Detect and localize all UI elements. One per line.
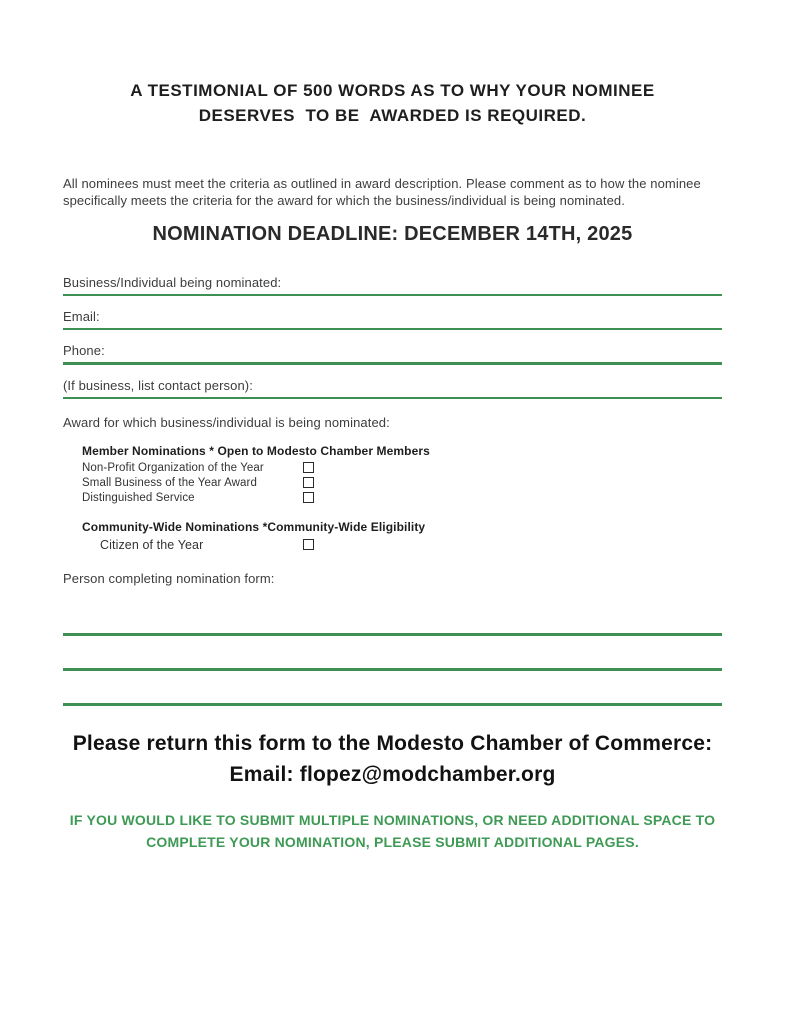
additional-pages-notice-line2: COMPLETE YOUR NOMINATION, PLEASE SUBMIT ADDITIONAL PAGES. (146, 834, 639, 850)
additional-pages-notice (63, 809, 722, 853)
field-phone (63, 343, 722, 365)
return-instructions-line1: Please return this form to the Modesto Chamber of Commerce: (72, 732, 713, 755)
option-citizen-of-the-year-label: Citizen of the Year (100, 537, 204, 552)
return-email-line: Email: flopez@modchamber.org (229, 763, 556, 786)
testimonial-heading-line2: DESERVES TO BE AWARDED IS REQUIRED. (198, 106, 587, 125)
option-citizen-of-the-year (82, 536, 722, 553)
member-nominations-heading: Member Nominations * Open to Modesto Chamber Members (82, 444, 430, 458)
field-email (63, 309, 722, 330)
person-write-line-3[interactable] (63, 703, 722, 706)
field-email-label: Email: (63, 309, 100, 324)
member-nominations-group (63, 444, 722, 505)
field-business-individual (63, 275, 722, 296)
option-small-business (82, 475, 722, 490)
person-write-line-1[interactable] (63, 633, 722, 636)
deadline-heading: NOMINATION DEADLINE: DECEMBER 14TH, 2025 (152, 223, 633, 245)
community-wide-heading: Community-Wide Nominations *Community-Wide Eligibility (82, 520, 426, 534)
return-instructions-heading (63, 728, 722, 790)
option-distinguished-service (82, 490, 722, 505)
field-phone-input-line[interactable] (63, 362, 722, 365)
field-email-input-line[interactable] (63, 328, 722, 330)
checkbox-non-profit-organization[interactable] (303, 462, 314, 473)
person-completing-label: Person completing nomination form: (63, 571, 275, 586)
option-small-business-label: Small Business of the Year Award (82, 476, 257, 489)
field-contact-person (63, 378, 722, 399)
field-business-individual-input-line[interactable] (63, 294, 722, 296)
award-section-label: Award for which business/individual is being nominated: (63, 415, 390, 430)
testimonial-heading-line1: A TESTIMONIAL OF 500 WORDS AS TO WHY YOUR NOMINEE (130, 81, 655, 100)
criteria-paragraph: All nominees must meet the criteria as outlined in award description. Please comment as to how the nominee specifically meets the criteria for the award for which the business/individual is being nominated. (63, 176, 701, 208)
option-non-profit-organization (82, 460, 722, 475)
field-business-individual-label: Business/Individual being nominated: (63, 275, 282, 290)
person-write-line-2[interactable] (63, 668, 722, 671)
option-distinguished-service-label: Distinguished Service (82, 491, 195, 504)
checkbox-small-business[interactable] (303, 477, 314, 488)
additional-pages-notice-line1: IF YOU WOULD LIKE TO SUBMIT MULTIPLE NOMINATIONS, OR NEED ADDITIONAL SPACE TO (69, 812, 716, 828)
field-phone-label: Phone: (63, 343, 105, 358)
community-wide-nominations-group (63, 520, 722, 553)
field-contact-person-label: (If business, list contact person): (63, 378, 253, 393)
checkbox-distinguished-service[interactable] (303, 492, 314, 503)
checkbox-citizen-of-the-year[interactable] (303, 539, 314, 550)
contact-fields (63, 275, 722, 399)
field-contact-person-input-line[interactable] (63, 397, 722, 399)
option-non-profit-organization-label: Non-Profit Organization of the Year (82, 461, 264, 474)
testimonial-heading (63, 78, 722, 128)
